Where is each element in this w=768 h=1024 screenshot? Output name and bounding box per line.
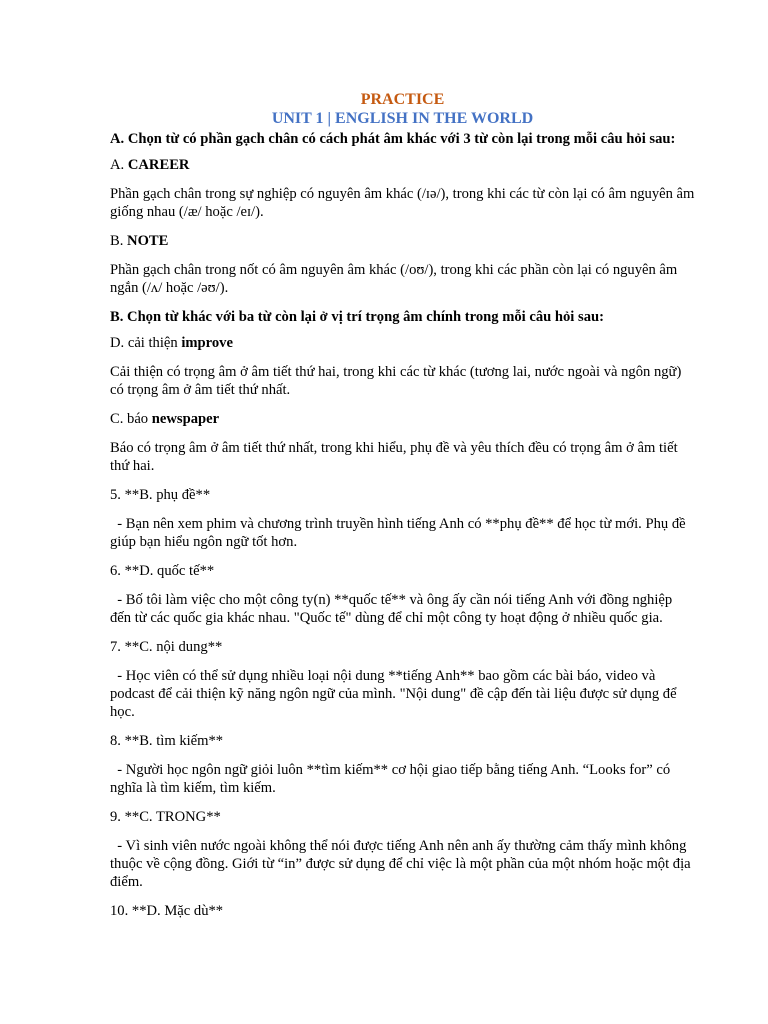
numbered-text-5: - Bạn nên xem phim và chương trình truyền hình tiếng Anh có **phụ đề** để học từ mới. Phụ đề giúp bạn hiểu ngôn ngữ tốt hơn. [110, 516, 690, 550]
section-b-item-1-explanation: Cải thiện có trọng âm ở âm tiết thứ hai, trong khi các từ khác (tương lai, nước ngoài và ngôn ngữ) có trọng âm ở âm tiết thứ nhất. [110, 364, 682, 398]
item-prefix: D. cải thiện [110, 335, 182, 351]
section-a-item-2-explanation: Phần gạch chân trong nốt có âm nguyên âm khác (/oʊ/), trong khi các phần còn lại có nguyên âm ngắn (/ʌ/ hoặc /əʊ/). [110, 262, 678, 296]
numbered-label-9: 9. **C. TRONG** [110, 809, 221, 825]
section-b-item-2 [110, 410, 695, 428]
item-prefix: B. [110, 233, 128, 249]
numbered-text-9: - Vì sinh viên nước ngoài không thể nói được tiếng Anh nên anh ấy thường cảm thấy mình không thuộc về cộng đồng. Giới từ “in” được sử dụng để chỉ việc là một phần của một nhóm hoặc một địa điểm. [110, 838, 695, 890]
item-answer: NOTE [127, 233, 169, 249]
section-b-heading: B. Chọn từ khác với ba từ còn lại ở vị trí trọng âm chính trong mỗi câu hỏi sau: [110, 309, 604, 325]
numbered-label-7: 7. **C. nội dung** [110, 639, 223, 655]
numbered-text-6: - Bố tôi làm việc cho một công ty(n) **quốc tế** và ông ấy cần nói tiếng Anh với đồng nghiệp đến từ các quốc gia khác nhau. "Quốc tế" dùng để chỉ một công ty hoạt động ở nhiều quốc gia. [110, 592, 676, 626]
document-page [110, 90, 695, 931]
section-b-item-1 [110, 334, 695, 352]
practice-title: PRACTICE [360, 91, 445, 108]
section-a-heading: A. Chọn từ có phần gạch chân có cách phát âm khác với 3 từ còn lại trong mỗi câu hỏi sau: [110, 131, 676, 147]
numbered-text-8: - Người học ngôn ngữ giỏi luôn **tìm kiếm** cơ hội giao tiếp bằng tiếng Anh. “Looks for” có nghĩa là tìm kiếm, tìm kiếm. [110, 762, 674, 796]
item-answer: improve [181, 335, 233, 351]
section-a-item-2 [110, 232, 695, 250]
item-answer: newspaper [151, 411, 220, 427]
section-a-item-1 [110, 156, 695, 174]
section-b-item-2-explanation: Báo có trọng âm ở âm tiết thứ nhất, trong khi hiểu, phụ đề và yêu thích đều có trọng âm ở âm tiết thứ hai. [110, 440, 678, 474]
numbered-label-5: 5. **B. phụ đề** [110, 487, 211, 503]
section-a-item-1-explanation: Phần gạch chân trong sự nghiệp có nguyên âm khác (/ɪə/), trong khi các từ còn lại có âm nguyên âm giống nhau (/æ/ hoặc /eɪ/). [110, 186, 695, 220]
item-prefix: A. [110, 157, 128, 173]
numbered-label-10: 10. **D. Mặc dù** [110, 903, 224, 919]
numbered-label-8: 8. **B. tìm kiếm** [110, 733, 224, 749]
numbered-label-6: 6. **D. quốc tế** [110, 563, 215, 579]
unit-title: UNIT 1 | ENGLISH IN THE WORLD [271, 110, 534, 127]
numbered-text-7: - Học viên có thể sử dụng nhiều loại nội dung **tiếng Anh** bao gồm các bài báo, video và podcast để cải thiện kỹ năng ngôn ngữ của mình. "Nội dung" đề cập đến tài liệu được sử dụng để học. [110, 668, 681, 720]
item-prefix: C. báo [110, 411, 152, 427]
item-answer: CAREER [127, 157, 190, 173]
